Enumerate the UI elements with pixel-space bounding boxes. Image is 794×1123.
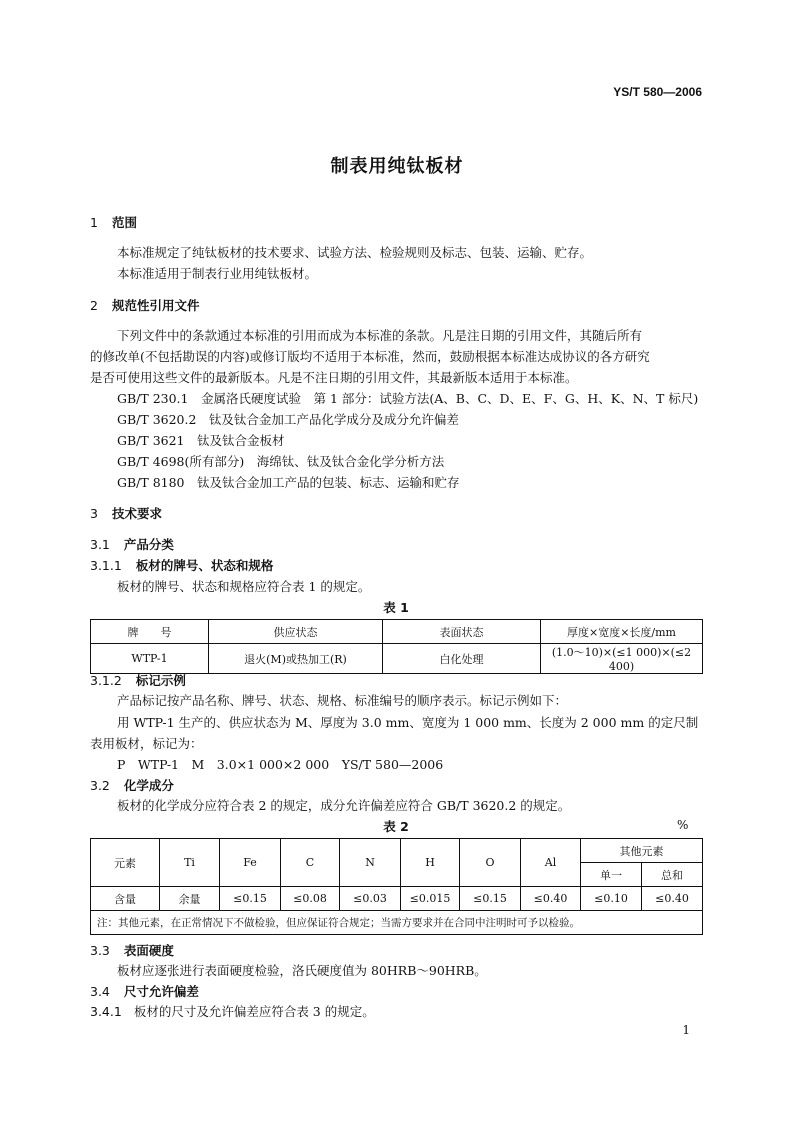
paragraph: 板材的牌号、状态和规格应符合表 1 的规定。 (117, 579, 371, 594)
paragraph-line: 的修改单(不包括勘误的内容)或修订版均不适用于本标准，然而，鼓励根据本标准达成协议的各方研究 (90, 349, 650, 364)
table-cell: ≤0.40 (521, 887, 581, 911)
table-row (91, 887, 703, 911)
section-number: 2 (90, 298, 98, 313)
table-cell: ≤0.15 (460, 887, 521, 911)
table-cell: 余量 (160, 887, 220, 911)
section-title: 规范性引用文件 (111, 298, 200, 313)
table-header-cell: 单一 (581, 863, 642, 887)
section-2-heading (90, 296, 199, 314)
reference-item: GB/T 3620.2 钛及钛合金加工产品化学成分及成分允许偏差 (117, 412, 459, 427)
marking-example: P WTP-1 M 3.0×1 000×2 000 YS/T 580—2006 (117, 757, 444, 772)
section-title: 标记示例 (135, 673, 186, 688)
subsection-3-1-2-heading (90, 671, 186, 689)
table-cell: ≤0.40 (642, 887, 703, 911)
table-cell: ≤0.08 (281, 887, 340, 911)
document-title: 制表用纯钛板材 (330, 156, 464, 177)
section-3-heading (90, 504, 162, 522)
table-header-cell: Fe (220, 839, 281, 887)
subsection-3-3-heading (90, 941, 174, 959)
section-number: 3.4 (90, 984, 110, 999)
table-header-cell: 总和 (642, 863, 703, 887)
table-row (91, 644, 703, 674)
table-note: 注：其他元素，在正常情况下不做检验，但应保证符合规定；当需方要求并在合同中注明时可予以检验。 (91, 911, 703, 935)
subsection-3-2-heading (90, 776, 174, 794)
section-number: 3.3 (90, 943, 110, 958)
section-title: 尺寸允许偏差 (123, 984, 199, 999)
section-number: 1 (90, 215, 98, 230)
table-header-cell: C (281, 839, 340, 887)
standard-code: YS/T 580—2006 (613, 85, 702, 99)
section-number: 3.2 (90, 778, 110, 793)
paragraph: 板材应逐张进行表面硬度检验，洛氏硬度值为 80HRB～90HRB。 (117, 963, 487, 978)
reference-item: GB/T 3621 钛及钛合金板材 (117, 433, 285, 448)
paragraph-line: 用 WTP-1 生产的、供应状态为 M、厚度为 3.0 mm、宽度为 1 000 mm、长度为 2 000 mm 的定尺制 (117, 715, 699, 730)
paragraph-line: 表用板材，标记为： (90, 736, 203, 751)
paragraph-text: 板材的尺寸及允许偏差应符合表 3 的规定。 (133, 1004, 375, 1019)
table-header-cell: Al (521, 839, 581, 887)
paragraph: 产品标记按产品名称、牌号、状态、规格、标准编号的顺序表示。标记示例如下： (117, 693, 568, 708)
section-number: 3.1.1 (90, 558, 122, 573)
table-2 (90, 838, 703, 935)
section-title: 化学成分 (123, 778, 174, 793)
subsection-3-4-heading (90, 982, 199, 1000)
section-title: 表面硬度 (123, 943, 174, 958)
table-note-row (91, 911, 703, 935)
table-1 (90, 619, 703, 674)
paragraph-line: 是否可使用这些文件的最新版本。凡是不注日期的引用文件，其最新版本适用于本标准。 (90, 370, 578, 385)
table-row-label: 含量 (91, 887, 160, 911)
table-header-row (91, 839, 703, 863)
section-number: 3.1 (90, 537, 110, 552)
subsection-3-1-heading (90, 535, 174, 553)
table-cell: WTP-1 (91, 644, 209, 674)
paragraph-line: 下列文件中的条款通过本标准的引用而成为本标准的条款。凡是注日期的引用文件，其随后所有 (117, 328, 643, 343)
table-header-cell: 元素 (91, 839, 160, 887)
table-header-cell: N (340, 839, 401, 887)
table-2-caption: 表 2 (383, 819, 409, 834)
paragraph (90, 1001, 375, 1022)
table-cell: ≤0.10 (581, 887, 642, 911)
paragraph: 板材的化学成分应符合表 2 的规定，成分允许偏差应符合 GB/T 3620.2 的规定。 (117, 798, 571, 813)
table-cell: (1.0～10)×(≤1 000)×(≤2 400) (541, 644, 703, 674)
section-number: 3 (90, 506, 98, 521)
section-title: 板材的牌号、状态和规格 (135, 558, 274, 573)
paragraph: 本标准适用于制表行业用纯钛板材。 (117, 266, 318, 281)
table-cell: 白化处理 (383, 644, 541, 674)
section-title: 产品分类 (123, 537, 174, 552)
reference-item: GB/T 230.1 金属洛氏硬度试验 第 1 部分：试验方法(A、B、C、D、E、F、G、H、K、N、T 标尺) (117, 391, 699, 406)
subsection-3-1-1-heading (90, 556, 273, 574)
section-title: 技术要求 (111, 506, 162, 521)
section-1-heading (90, 213, 137, 231)
table-cell: ≤0.015 (401, 887, 460, 911)
table-cell: ≤0.03 (340, 887, 401, 911)
reference-item: GB/T 8180 钛及钛合金加工产品的包装、标志、运输和贮存 (117, 475, 460, 490)
table-header-cell: H (401, 839, 460, 887)
section-number: 3.4.1 (90, 1004, 122, 1019)
paragraph: 本标准规定了纯钛板材的技术要求、试验方法、检验规则及标志、包装、运输、贮存。 (117, 245, 593, 260)
table-header-cell: Ti (160, 839, 220, 887)
table-header-cell: 牌 号 (91, 620, 209, 644)
page-number: 1 (682, 1023, 690, 1037)
table-2-unit: % (677, 818, 689, 832)
table-header-cell: 厚度×宽度×长度/mm (541, 620, 703, 644)
table-header-cell: 表面状态 (383, 620, 541, 644)
table-header-cell: 供应状态 (209, 620, 383, 644)
table-1-caption: 表 1 (383, 600, 409, 615)
table-cell: ≤0.15 (220, 887, 281, 911)
table-header-row (91, 620, 703, 644)
section-number: 3.1.2 (90, 673, 122, 688)
reference-item: GB/T 4698(所有部分) 海绵钛、钛及钛合金化学分析方法 (117, 454, 445, 469)
section-title: 范围 (111, 215, 137, 230)
table-header-cell: 其他元素 (581, 839, 703, 863)
table-cell: 退火(M)或热加工(R) (209, 644, 383, 674)
table-header-cell: O (460, 839, 521, 887)
